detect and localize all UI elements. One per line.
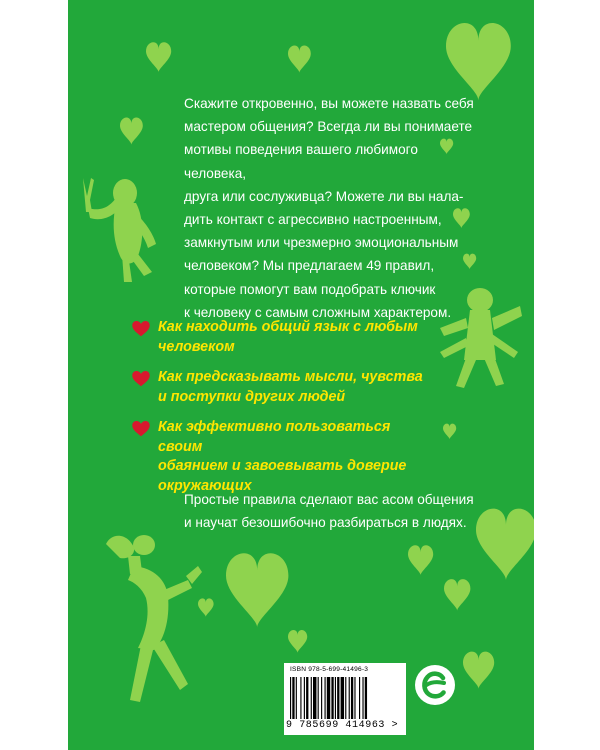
barcode-number: 9 785699 414963 > <box>286 720 399 731</box>
heart-shape <box>288 46 311 73</box>
benefit-text: Как находить общий язык с любым человеком <box>158 319 418 355</box>
benefit-item <box>132 368 432 407</box>
closing-paragraph: Простые правила сделают вас асом общения и научат безошибочно разбираться в людях. <box>184 492 474 530</box>
benefit-text: Как эффективно пользоваться своим обаянием и завоевывать доверие окружающих <box>158 419 407 494</box>
heart-shape <box>446 23 511 100</box>
benefit-item <box>132 318 432 357</box>
benefit-list <box>132 318 432 507</box>
heart-shape <box>476 509 534 580</box>
benefit-item <box>132 418 432 496</box>
barcode-bars <box>290 677 402 719</box>
barcode-label <box>284 663 406 735</box>
heart-shape <box>444 579 470 610</box>
figure-silhouette <box>83 178 156 282</box>
heart-shape <box>226 553 288 627</box>
heart-shape <box>146 42 171 72</box>
benefit-text: Как предсказывать мысли, чувства и поступки других людей <box>158 369 423 405</box>
heart-icon <box>132 321 150 337</box>
figure-silhouette <box>106 535 202 702</box>
heart-icon <box>132 371 150 387</box>
heart-icon <box>132 421 150 437</box>
heart-shape <box>120 118 143 145</box>
heart-shape <box>288 630 307 653</box>
heart-shape <box>443 424 456 440</box>
isbn-text: ISBN 978-5-699-41496-3 <box>290 666 369 673</box>
heart-shape <box>408 545 433 575</box>
heart-shape <box>198 598 214 617</box>
intro-paragraph: Скажите откровенно, вы можете назвать себя мастером общения? Всегда ли вы понимаете мотивы поведения вашего любимого человека, друга или сослуживца? Можете ли вы нала- дить контакт с агрессивно настроенным, замкнутым или чрезмерно эмоциональным человеком? Мы предлагаем 49 правил, которые помогут вам подобрать ключик к человеку с самым сложным характером. <box>184 96 474 320</box>
publisher-logo-icon <box>414 664 456 706</box>
book-back-cover <box>68 0 534 750</box>
heart-shape <box>463 652 494 689</box>
